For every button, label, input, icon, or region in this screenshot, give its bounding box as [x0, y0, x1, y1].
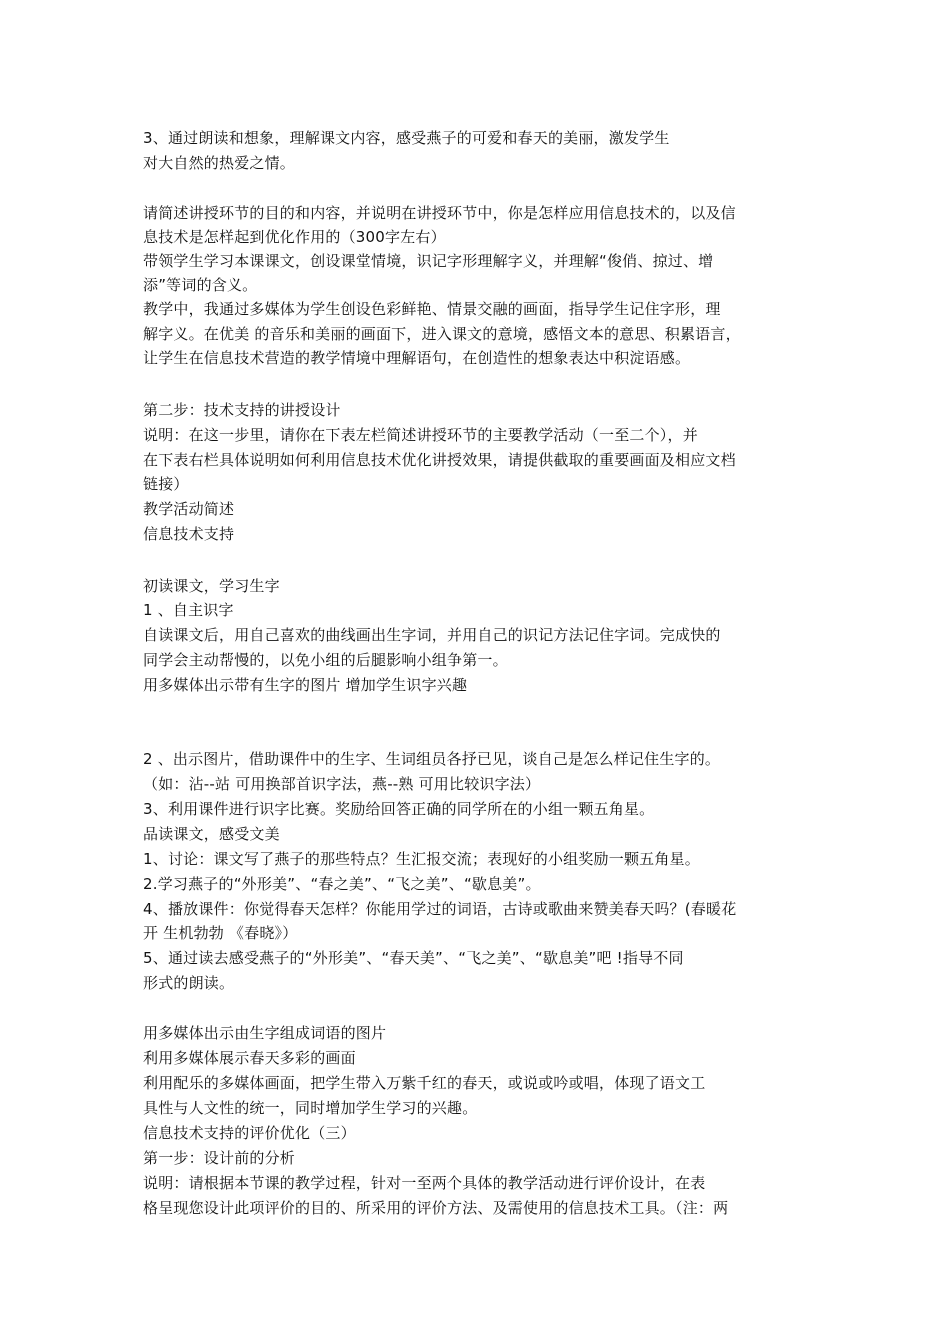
text-line: 3、利用课件进行识字比赛。奖励给回答正确的同学所在的小组一颗五角星。: [143, 800, 655, 818]
text-line: 对大自然的热爱之情。: [143, 154, 296, 172]
text-line: 自读课文后，用自己喜欢的曲线画出生字词，并用自己的识记方法记住字词。完成快的: [143, 626, 721, 644]
text-line: 添”等词的含义。: [143, 276, 258, 294]
text-line: （如：沾--站 可用换部首识字法，燕--熟 可用比较识字法）: [143, 775, 541, 793]
text-line: 利用配乐的多媒体画面，把学生带入万紫千红的春天，或说或吟或唱，体现了语文工: [143, 1074, 706, 1092]
text-line: 开 生机勃勃 《春晓》）: [143, 924, 298, 942]
text-line: 请简述讲授环节的目的和内容，并说明在讲授环节中，你是怎样应用信息技术的，以及信: [143, 204, 736, 222]
text-line: 3、通过朗读和想象，理解课文内容，感受燕子的可爱和春天的美丽，激发学生: [143, 129, 670, 147]
text-line: 4、播放课件：你觉得春天怎样？你能用学过的词语，古诗或歌曲来赞美春天吗？(春暖花: [143, 900, 737, 918]
text-line: 同学会主动帮慢的，以免小组的后腿影响小组争第一。: [143, 651, 508, 669]
text-line: 具性与人文性的统一，同时增加学生学习的兴趣。: [143, 1099, 478, 1117]
text-line: 1 、自主识字: [143, 601, 234, 619]
text-line: 教学中，我通过多媒体为学生创设色彩鲜艳、情景交融的画面，指导学生记住字形，理: [143, 300, 721, 318]
table-header-right: 信息技术支持: [143, 525, 235, 543]
text-line: 2 、出示图片，借助课件中的生字、生词组员各抒已见，谈自己是怎么样记住生字的。: [143, 750, 721, 768]
text-line: 用多媒体出示带有生字的图片 增加学生识字兴趣: [143, 676, 468, 694]
text-line: 链接）: [143, 475, 189, 493]
text-line: 1、讨论：课文写了燕子的那些特点？生汇报交流；表现好的小组奖励一颗五角星。: [143, 850, 700, 868]
text-line: 格呈现您设计此项评价的目的、所采用的评价方法、及需使用的信息技术工具。（注：两: [143, 1199, 729, 1217]
text-line: 息技术是怎样起到优化作用的（300字左右）: [143, 228, 446, 246]
text-line: 利用多媒体展示春天多彩的画面: [143, 1049, 356, 1067]
text-line: 品读课文，感受文美: [143, 825, 280, 843]
text-line: 在下表右栏具体说明如何利用信息技术优化讲授效果，请提供截取的重要画面及相应文档: [143, 451, 736, 469]
section-heading: 第一步：设计前的分析: [143, 1149, 296, 1167]
text-line: 2.学习燕子的“外形美”、“春之美”、“飞之美”、“歇息美”。: [143, 875, 541, 893]
text-line: 形式的朗读。: [143, 974, 235, 992]
text-line: 说明：请根据本节课的教学过程，针对一至两个具体的教学活动进行评价设计，在表: [143, 1174, 706, 1192]
text-line: 解字义。在优美 的音乐和美丽的画面下，进入课文的意境，感悟文本的意思、积累语言，: [143, 325, 741, 343]
section-heading: 第二步：技术支持的讲授设计: [143, 401, 341, 419]
text-line: 带领学生学习本课课文，创设课堂情境，识记字形理解字义，并理解“俊俏、掠过、增: [143, 252, 714, 270]
text-line: 用多媒体出示由生字组成词语的图片: [143, 1024, 387, 1042]
table-header-left: 教学活动简述: [143, 500, 235, 518]
text-line: 让学生在信息技术营造的教学情境中理解语句，在创造性的想象表达中积淀语感。: [143, 349, 691, 367]
text-line: 说明：在这一步里，请你在下表左栏简述讲授环节的主要教学活动（一至二个），并: [143, 426, 698, 444]
text-line: 初读课文，学习生字: [143, 577, 280, 595]
section-heading: 信息技术支持的评价优化（三）: [143, 1124, 356, 1142]
text-line: 5、通过读去感受燕子的“外形美”、“春天美”、“飞之美”、“歇息美”吧 !指导不同: [143, 949, 684, 967]
